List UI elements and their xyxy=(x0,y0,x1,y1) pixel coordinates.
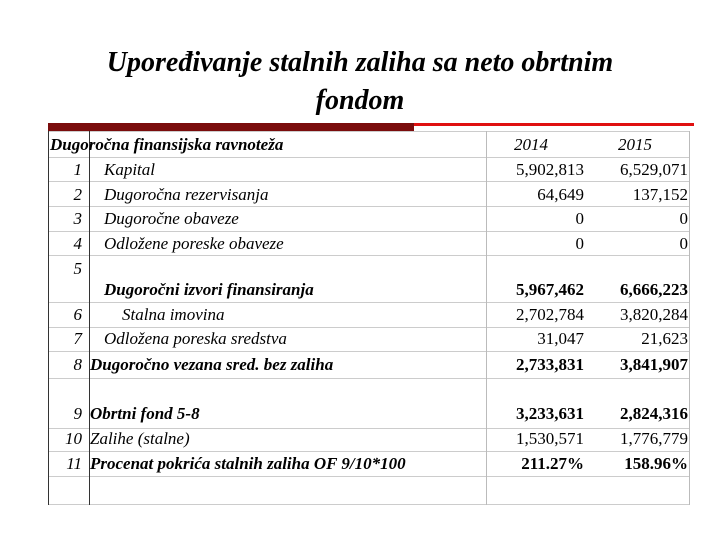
grid-line xyxy=(48,302,690,303)
row-label: Procenat pokrića stalnih zaliha OF 9/10*100 xyxy=(90,454,406,473)
grid-line xyxy=(48,378,690,379)
row-label: Dugoročne obaveze xyxy=(104,209,239,228)
row-label: Obrtni fond 5-8 xyxy=(90,404,200,423)
value-2015: 3,820,284 xyxy=(620,305,688,324)
value-2014: 0 xyxy=(575,234,584,253)
value-2014: 5,967,462 xyxy=(516,280,584,299)
value-2015: 1,776,779 xyxy=(620,429,688,448)
row-label: Zalihe (stalne) xyxy=(90,429,190,448)
row-label: Dugoročni izvori finansiranja xyxy=(104,280,314,299)
grid-line xyxy=(48,157,690,158)
row-label: Dugoročna rezervisanja xyxy=(104,185,269,204)
header-year-2014: 2014 xyxy=(514,135,548,154)
value-2014: 211.27% xyxy=(521,454,584,473)
value-2014: 1,530,571 xyxy=(516,429,584,448)
row-number: 6 xyxy=(73,305,82,324)
value-2015: 0 xyxy=(679,234,688,253)
grid-line xyxy=(689,131,690,505)
row-label: Dugoročno vezana sred. bez zaliha xyxy=(90,355,334,374)
value-2014: 2,733,831 xyxy=(516,355,584,374)
value-2015: 158.96% xyxy=(624,454,688,473)
value-2014: 64,649 xyxy=(537,185,584,204)
grid-line xyxy=(48,504,690,505)
grid-line xyxy=(48,351,690,352)
row-label: Odložene poreske obaveze xyxy=(104,234,284,253)
grid-line xyxy=(48,206,690,207)
row-label: Kapital xyxy=(104,160,156,179)
value-2014: 0 xyxy=(575,209,584,228)
row-number: 4 xyxy=(73,234,82,253)
value-2015: 21,623 xyxy=(641,329,688,348)
value-2015: 137,152 xyxy=(632,185,688,204)
title-rule-dark xyxy=(48,123,414,131)
slide-title: Upoređivanje stalnih zaliha sa neto obrtnim fondom xyxy=(106,47,614,116)
row-number: 11 xyxy=(66,454,82,473)
balance-table xyxy=(48,131,690,505)
value-2014: 2,702,784 xyxy=(516,305,584,324)
row-number: 7 xyxy=(73,329,82,348)
grid-line xyxy=(48,255,690,256)
row-label: Odložena poreska sredstva xyxy=(104,329,287,348)
grid-line xyxy=(48,231,690,232)
header-label: Dugoročna finansijska ravnoteža xyxy=(50,135,284,154)
value-2015: 2,824,316 xyxy=(620,404,688,423)
row-number: 10 xyxy=(65,429,82,448)
value-2014: 31,047 xyxy=(537,329,584,348)
row-number: 9 xyxy=(73,404,82,423)
value-2014: 5,902,813 xyxy=(516,160,584,179)
row-number: 5 xyxy=(73,259,82,278)
row-number: 8 xyxy=(73,355,82,374)
grid-line xyxy=(48,131,690,132)
row-number: 1 xyxy=(73,160,82,179)
value-2014: 3,233,631 xyxy=(516,404,584,423)
row-label: Stalna imovina xyxy=(122,305,225,324)
row-number: 2 xyxy=(73,185,82,204)
header-year-2015: 2015 xyxy=(618,135,652,154)
value-2015: 6,666,223 xyxy=(620,280,688,299)
title-rule-red xyxy=(414,123,694,126)
value-2015: 0 xyxy=(679,209,688,228)
value-2015: 3,841,907 xyxy=(620,355,688,374)
value-2015: 6,529,071 xyxy=(620,160,688,179)
grid-line xyxy=(48,181,690,182)
grid-line xyxy=(48,451,690,452)
grid-line xyxy=(48,476,690,477)
row-number: 3 xyxy=(73,209,82,228)
